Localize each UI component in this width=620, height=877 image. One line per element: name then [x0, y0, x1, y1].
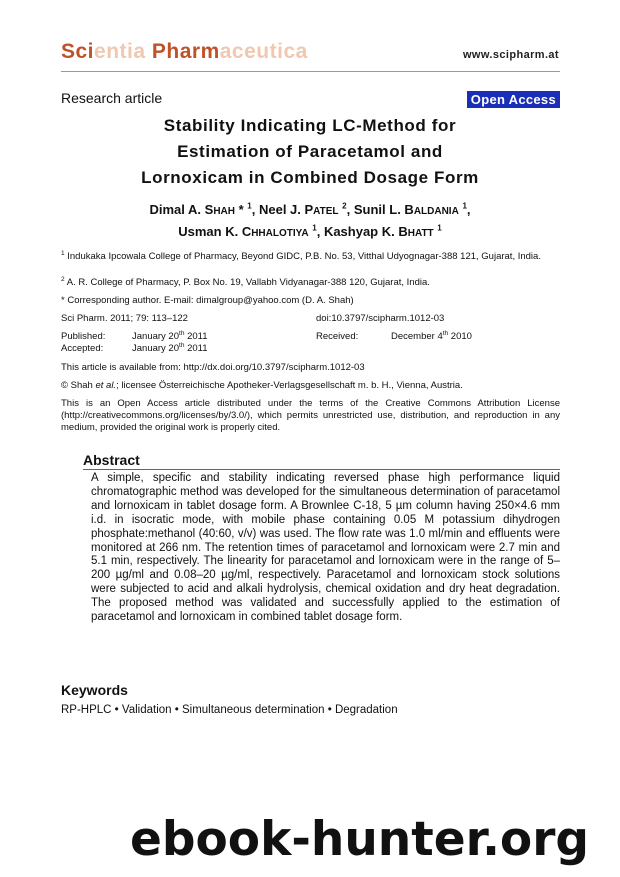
author-line: Usman K. CHHALOTIYA $^1$, Kashyap K. BHATT $^1$ [178, 223, 442, 239]
author-line: Dimal A. SHAH * $^1$, Neel J. PATEL $^2$, Sunil L. BALDANIA $^1$, [149, 201, 471, 217]
published-label: Published: [61, 331, 106, 342]
accepted-label: Accepted: [61, 343, 104, 354]
keywords-list: RP-HPLC • Validation • Simultaneous determination • Degradation [61, 704, 398, 716]
open-access-statement: This is an Open Access article distributed under the terms of the Creative Commons Attribution License (http://creativecommons.org/licenses/by/3.0/), which permits unrestricted use, distribution, and reproduction in any medium, provided the original work is properly cited. [61, 398, 560, 433]
author: Usman K. CHHALOTIYA $^1$ [178, 223, 317, 239]
journal-logo: Scientia Pharmaceutica [61, 40, 308, 63]
watermark: ebook-hunter.org [130, 812, 590, 867]
citation: Sci Pharm. 2011; 79: 113–122 [61, 313, 188, 324]
keywords-heading: Keywords [61, 682, 128, 698]
published-date: January 20th 2011 [132, 329, 208, 342]
abstract-divider [83, 469, 560, 470]
abstract-section [83, 452, 560, 625]
received-date: December 4th 2010 [391, 329, 472, 342]
abstract-body: A simple, specific and stability indicating reversed phase high performance liquid chromatographic method was developed for the simultaneous determination of paracetamol and lornoxicam in tablet dosage form. A Brownlee C-18, 5 µm column having 250×4.6 mm i.d. in isocratic mode, with mobile phase containing 0.05 M potassium dihydrogen phosphate:methanol (40:60, v/v) was used. The flow rate was 1.0 ml/min and effluents were monitored at 266 nm. The retention times of paracetamol and lornoxicam were 2.7 min and 5.1 min, respectively. The linearity for paracetamol and lornoxicam were in the range of 5–200 µg/ml and 0.08–20 µg/ml, respectively. Paracetamol and lornoxicam stock solutions were subjected to acid and alkali hydrolysis, chemical oxidation and dry heat degradation. The proposed method was validated and successfully applied to the estimation of paracetamol and lornoxicam in combined tablet dosage form. [91, 472, 560, 624]
author: Dimal A. SHAH * $^1$ [149, 201, 252, 217]
title-line: Lornoxicam in Combined Dosage Form [141, 168, 479, 187]
affiliation-1: $^1$ Indukaka Ipcowala College of Pharmacy, Beyond GIDC, P.B. No. 53, Vitthal Udyognagar-388 121, Gujarat, India. [61, 249, 541, 262]
header-divider [61, 71, 560, 72]
availability-note: This article is available from: http://dx.doi.org/10.3797/scipharm.1012-03 [61, 362, 365, 373]
article-type: Research article [61, 90, 163, 106]
received-label: Received: [316, 331, 359, 342]
title-line: Estimation of Paracetamol and [177, 142, 443, 161]
corresponding-author: * Corresponding author. E-mail: dimalgroup@yahoo.com (D. A. Shah) [61, 295, 354, 306]
author: Kashyap K. BHATT $^1$ [323, 223, 442, 239]
author: Sunil L. BALDANIA $^1$ [353, 201, 467, 217]
affiliation-2: $^2$ A. R. College of Pharmacy, P. Box No. 19, Vallabh Vidyanagar-388 120, Gujarat, India. [61, 275, 430, 288]
author: Neel J. PATEL $^2$ [258, 201, 347, 217]
accepted-date: January 20th 2011 [132, 341, 208, 354]
journal-url[interactable]: www.scipharm.at [462, 49, 559, 61]
doi[interactable]: doi:10.3797/scipharm.1012-03 [316, 313, 445, 324]
open-access-badge: Open Access [467, 91, 560, 108]
abstract-heading: Abstract [83, 452, 140, 468]
article-title [80, 113, 540, 191]
title-line: Stability Indicating LC-Method for [163, 116, 457, 135]
author-list [80, 200, 540, 244]
license-note: © Shah et al.; licensee Österreichische Apotheker-Verlagsgesellschaft m. b. H., Vienna, Austria. [61, 380, 463, 391]
